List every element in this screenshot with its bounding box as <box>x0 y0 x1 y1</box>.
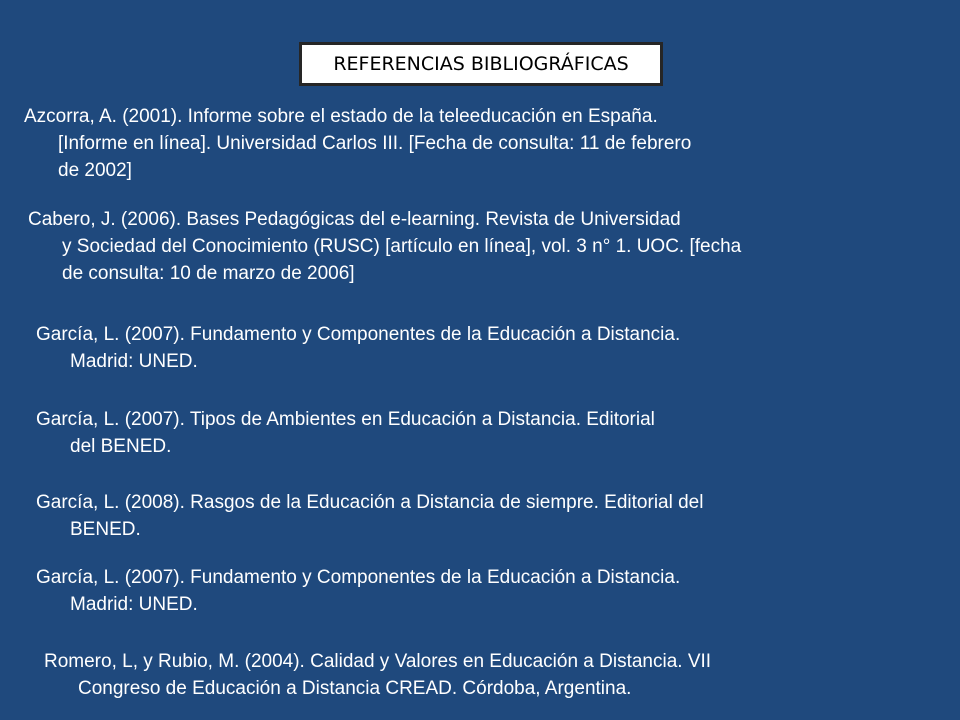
reference-line: de 2002] <box>58 160 132 181</box>
reference-garcia-2007-fundamento <box>36 321 680 375</box>
page-title: REFERENCIAS BIBLIOGRÁFICAS <box>333 53 629 75</box>
reference-azcorra-2001 <box>24 103 691 184</box>
reference-romero-rubio-2004 <box>44 648 711 702</box>
title-box <box>299 42 663 86</box>
reference-line: Madrid: UNED. <box>70 351 198 372</box>
reference-line: del BENED. <box>70 436 172 457</box>
reference-line: Azcorra, A. (2001). Informe sobre el estado de la teleeducación en España. <box>24 106 658 127</box>
reference-line: Madrid: UNED. <box>70 594 198 615</box>
reference-line: de consulta: 10 de marzo de 2006] <box>62 263 355 284</box>
reference-line: BENED. <box>70 519 141 540</box>
reference-line: Cabero, J. (2006). Bases Pedagógicas del e-learning. Revista de Universidad <box>28 209 681 230</box>
reference-line: García, L. (2007). Fundamento y Componentes de la Educación a Distancia. <box>36 567 681 588</box>
reference-line: García, L. (2007). Fundamento y Componentes de la Educación a Distancia. <box>36 324 681 345</box>
reference-garcia-2007-tipos <box>36 406 655 460</box>
reference-line: [Informe en línea]. Universidad Carlos III. [Fecha de consulta: 11 de febrero <box>58 133 692 154</box>
reference-line: García, L. (2007). Tipos de Ambientes en Educación a Distancia. Editorial <box>36 409 655 430</box>
reference-cabero-2006 <box>28 206 741 287</box>
reference-garcia-2007-fundamento-repeat <box>36 564 680 618</box>
reference-garcia-2008-rasgos <box>36 489 703 543</box>
reference-line: y Sociedad del Conocimiento (RUSC) [artículo en línea], vol. 3 n° 1. UOC. [fecha <box>62 236 742 257</box>
reference-line: Romero, L, y Rubio, M. (2004). Calidad y Valores en Educación a Distancia. VII <box>44 651 712 672</box>
reference-line: Congreso de Educación a Distancia CREAD. Córdoba, Argentina. <box>78 678 632 699</box>
reference-line: García, L. (2008). Rasgos de la Educación a Distancia de siempre. Editorial del <box>36 492 704 513</box>
